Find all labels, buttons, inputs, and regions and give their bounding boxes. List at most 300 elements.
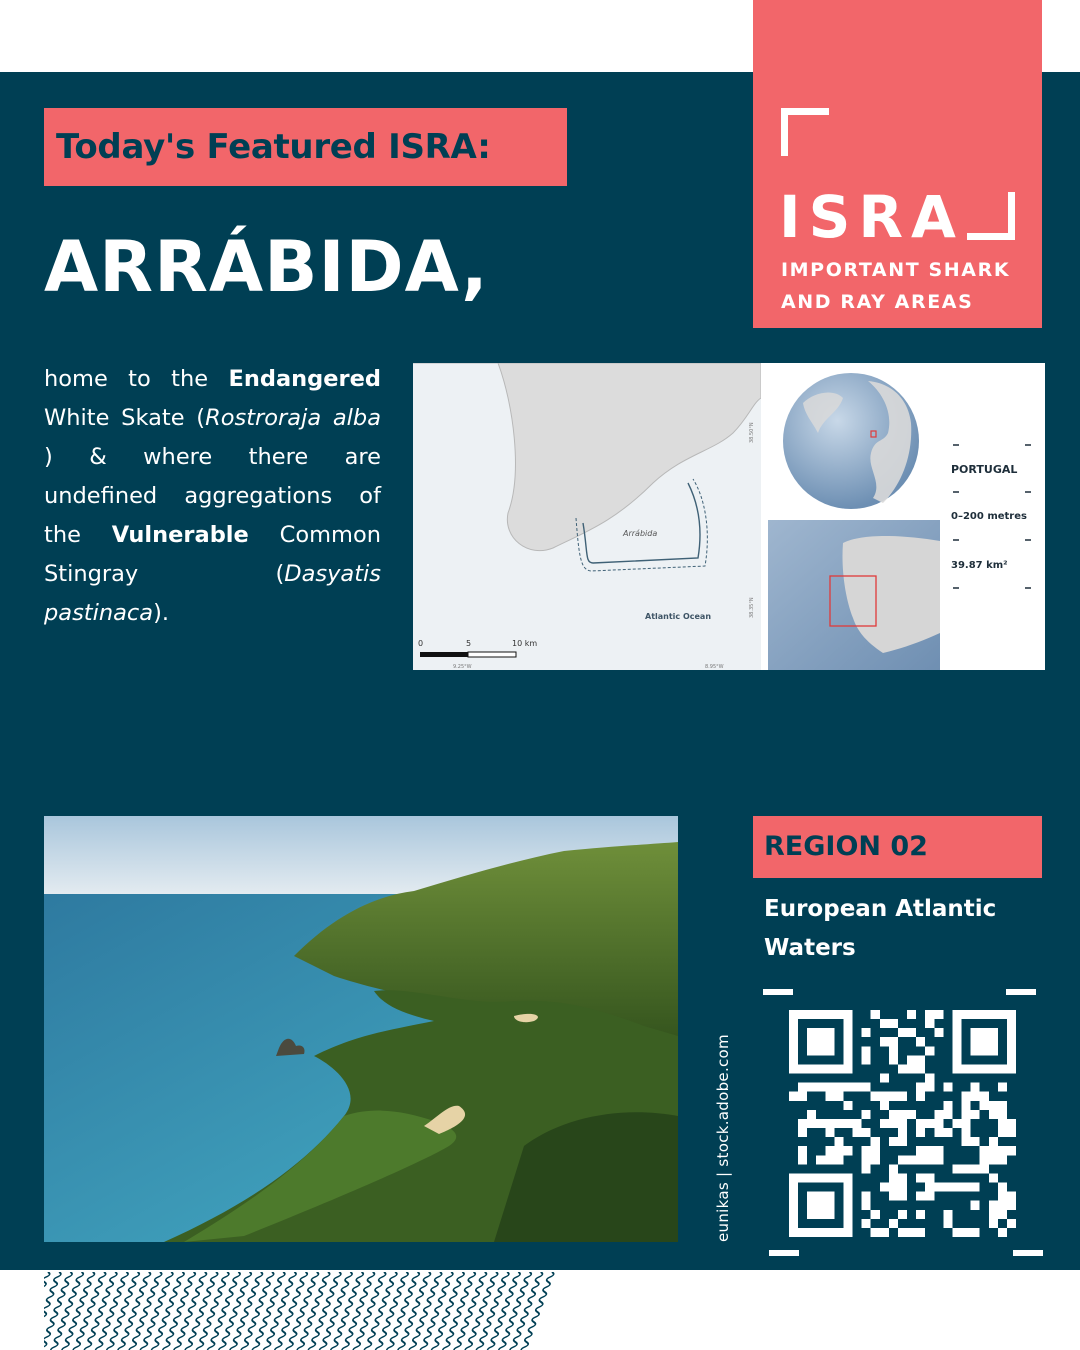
qr-module [916,1192,925,1201]
qr-module [807,1028,816,1037]
qr-module [816,1192,825,1201]
qr-module [889,1037,898,1046]
qr-module [889,1046,898,1055]
qr-module [816,1173,825,1182]
qr-module [943,1183,952,1192]
qr-module [825,1210,834,1219]
qr-module [825,1028,834,1037]
qr-module [825,1146,834,1155]
qr-module [998,1192,1007,1201]
qr-module [798,1173,807,1182]
region-label: REGION 02 [753,816,1042,878]
qr-module [1007,1010,1016,1019]
intro-t1: home to the [44,366,229,392]
qr-module [816,1083,825,1092]
qr-module [798,1083,807,1092]
qr-module [998,1201,1007,1210]
qr-module [898,1028,907,1037]
isra-subtitle-line1: IMPORTANT SHARK [781,259,1011,281]
qr-module [807,1083,816,1092]
qr-module [880,1119,889,1128]
intro-t5: ). [153,600,170,626]
qr-module [843,1201,852,1210]
qr-module [889,1183,898,1192]
qr-module [807,1064,816,1073]
qr-module [862,1128,871,1137]
qr-module [971,1110,980,1119]
qr-module [843,1019,852,1028]
qr-module [843,1210,852,1219]
qr-module [862,1110,871,1119]
status-vulnerable: Vulnerable [111,522,249,548]
qr-module [898,1228,907,1237]
intro-t3: ) & where there are undefined aggregations of the [44,444,381,548]
qr-module [962,1164,971,1173]
qr-module [789,1046,798,1055]
qr-module [898,1173,907,1182]
qr-module [916,1037,925,1046]
qr-module [825,1201,834,1210]
qr-module [898,1183,907,1192]
isra-subtitle [781,254,1010,318]
scale-0: 0 [418,639,424,648]
scale-bar-black [420,652,468,657]
qr-module [998,1228,1007,1237]
qr-module [880,1183,889,1192]
qr-module [989,1173,998,1182]
qr-module [862,1028,871,1037]
qr-module [880,1101,889,1110]
qr-module [971,1092,980,1101]
qr-module [1007,1046,1016,1055]
qr-module [980,1092,989,1101]
qr-module [916,1210,925,1219]
scale-5: 5 [466,639,472,648]
status-endangered: Endangered [228,366,381,392]
qr-module [889,1219,898,1228]
qr-module [925,1146,934,1155]
region-name-line1: European Atlantic [764,896,997,922]
qr-module [843,1219,852,1228]
qr-module [952,1055,961,1064]
qr-module [925,1010,934,1019]
qr-module [952,1019,961,1028]
qr-module [962,1228,971,1237]
qr-module [998,1083,1007,1092]
qr-module [843,1064,852,1073]
qr-module [1007,1055,1016,1064]
qr-module [980,1046,989,1055]
bracket-top-left-icon [781,108,829,156]
qr-module [952,1010,961,1019]
coast-photo-graphic [44,816,678,1242]
qr-module [898,1128,907,1137]
qr-module [952,1046,961,1055]
qr-module [925,1019,934,1028]
qr-module [980,1037,989,1046]
qr-module [789,1037,798,1046]
qr-module [925,1046,934,1055]
map-lon-right: 8.95°W [705,664,724,670]
qr-module [952,1037,961,1046]
qr-module [807,1173,816,1182]
qr-module [952,1028,961,1037]
qr-module [943,1219,952,1228]
qr-module [789,1201,798,1210]
map-graphic [413,363,1045,670]
qr-module [916,1146,925,1155]
qr-module [834,1010,843,1019]
qr-module [807,1010,816,1019]
qr-module [989,1046,998,1055]
qr-module [952,1119,961,1128]
isra-wordmark: ISRA [779,183,964,251]
qr-module [925,1173,934,1182]
qr-module [943,1110,952,1119]
qr-module [916,1173,925,1182]
qr-module [798,1092,807,1101]
qr-module [816,1210,825,1219]
region-name [764,890,1034,968]
qr-module [925,1183,934,1192]
qr-module [916,1128,925,1137]
qr-module [825,1192,834,1201]
qr-module [825,1173,834,1182]
qr-module [1007,1028,1016,1037]
qr-module [843,1101,852,1110]
qr-module [825,1092,834,1101]
qr-module [834,1083,843,1092]
qr-module [807,1046,816,1055]
qr-module [1007,1119,1016,1128]
map-lat-top: 38.50°N [749,422,755,443]
qr-module [862,1046,871,1055]
intro-t2: White Skate ( [44,405,206,431]
qr-module [880,1092,889,1101]
qr-module [925,1083,934,1092]
qr-module [980,1146,989,1155]
qr-module [843,1055,852,1064]
qr-module [898,1119,907,1128]
qr-module [880,1228,889,1237]
isra-logo [753,0,1042,328]
qr-module [916,1083,925,1092]
qr-module [834,1155,843,1164]
qr-module [934,1028,943,1037]
qr-module [916,1064,925,1073]
qr-module [907,1110,916,1119]
qr-module [980,1164,989,1173]
qr-module [907,1010,916,1019]
qr-module [971,1010,980,1019]
qr-module [871,1137,880,1146]
qr-module [1007,1192,1016,1201]
qr-module [825,1128,834,1137]
qr-module [998,1010,1007,1019]
area-map [413,363,1045,670]
qr-module [889,1092,898,1101]
qr-module [862,1219,871,1228]
qr-module [962,1010,971,1019]
qr-module [889,1055,898,1064]
qr-module [989,1110,998,1119]
qr-module [916,1055,925,1064]
qr-module [980,1028,989,1037]
qr-module [907,1155,916,1164]
legend-country: PORTUGAL [951,463,1018,476]
qr-module [1007,1219,1016,1228]
qr-module [789,1183,798,1192]
qr-module [789,1055,798,1064]
qr-module [789,1028,798,1037]
qr-module [971,1183,980,1192]
qr-module [825,1064,834,1073]
qr-module [871,1210,880,1219]
qr-module [962,1092,971,1101]
qr-module [871,1155,880,1164]
qr-corner-top-left [763,989,793,995]
qr-module [898,1110,907,1119]
qr-module [952,1183,961,1192]
qr-module [989,1037,998,1046]
qr-module [898,1155,907,1164]
intro-t4: Common Stingray ( [44,522,381,587]
qr-module [907,1228,916,1237]
qr-module [871,1010,880,1019]
qr-module [889,1173,898,1182]
qr-module [962,1183,971,1192]
qr-module [934,1183,943,1192]
qr-module [889,1137,898,1146]
qr-module [898,1137,907,1146]
qr-module [789,1010,798,1019]
qr-module [816,1010,825,1019]
qr-module [816,1155,825,1164]
qr-module [898,1192,907,1201]
qr-module [980,1155,989,1164]
qr-module [834,1228,843,1237]
qr-module [807,1119,816,1128]
qr-module [834,1173,843,1182]
qr-module [898,1064,907,1073]
qr-module [798,1119,807,1128]
qr-module [989,1155,998,1164]
arrabida-photo [44,816,678,1242]
qr-module [843,1010,852,1019]
qr-module [880,1037,889,1046]
qr-module [862,1201,871,1210]
intro-text [44,360,381,633]
qr-module [962,1064,971,1073]
qr-module [798,1064,807,1073]
qr-module [789,1219,798,1228]
qr-module [853,1083,862,1092]
qr-module [971,1083,980,1092]
qr-module [825,1037,834,1046]
qr-module [952,1228,961,1237]
species-white-skate: Rostroraja alba [205,405,381,431]
qr-module [916,1155,925,1164]
qr-module [807,1201,816,1210]
qr-module [816,1201,825,1210]
wave-pattern-icon [44,1272,564,1350]
qr-module [843,1028,852,1037]
qr-module [807,1192,816,1201]
qr-module [989,1210,998,1219]
qr-module [916,1228,925,1237]
qr-module [943,1101,952,1110]
qr-module [807,1037,816,1046]
qr-module [807,1210,816,1219]
qr-module [789,1092,798,1101]
qr-module [907,1064,916,1073]
qr-module [925,1155,934,1164]
qr-module [1007,1128,1016,1137]
qr-module [816,1028,825,1037]
qr-module [798,1146,807,1155]
qr-module [843,1173,852,1182]
qr-module [989,1146,998,1155]
qr-module [971,1137,980,1146]
qr-module [789,1192,798,1201]
qr-module [971,1028,980,1037]
map-lat-bottom: 38.35°N [749,597,755,618]
qr-module [816,1064,825,1073]
qr-module [825,1046,834,1055]
qr-module [834,1064,843,1073]
qr-module [816,1119,825,1128]
qr-module [843,1119,852,1128]
qr-module [843,1083,852,1092]
site-title: ARRÁBIDA, [44,226,489,308]
qr-module [998,1146,1007,1155]
qr-module [825,1010,834,1019]
qr-module [934,1010,943,1019]
qr-module [934,1128,943,1137]
qr-module [825,1119,834,1128]
qr-module [807,1110,816,1119]
qr-module [1007,1201,1016,1210]
qr-module [789,1019,798,1028]
qr-module [989,1137,998,1146]
qr-module [998,1064,1007,1073]
qr-module [998,1110,1007,1119]
qr-module [989,1028,998,1037]
qr-module [925,1119,934,1128]
qr-module [971,1228,980,1237]
qr-module [980,1101,989,1110]
qr-module [880,1019,889,1028]
qr-module [871,1092,880,1101]
legend-area: 39.87 km² [951,560,1008,571]
bracket-bottom-right-icon [967,192,1015,240]
qr-module [916,1092,925,1101]
qr-module [971,1046,980,1055]
isra-subtitle-line2: AND RAY AREAS [781,291,974,313]
species-common-stingray: Dasyatis pastinaca [44,561,381,626]
qr-module [962,1128,971,1137]
qr-module [834,1119,843,1128]
qr-module [871,1146,880,1155]
qr-module [971,1064,980,1073]
qr-module [962,1119,971,1128]
qr-module [907,1028,916,1037]
qr-module [989,1201,998,1210]
qr-module [1007,1037,1016,1046]
qr-module [943,1210,952,1219]
qr-module [871,1228,880,1237]
qr-module [789,1064,798,1073]
scale-bar-white [468,652,516,657]
qr-corner-bottom-left [769,1250,799,1256]
qr-module [1007,1146,1016,1155]
featured-label: Today's Featured ISRA: [44,108,567,186]
qr-module [1007,1019,1016,1028]
qr-module [807,1228,816,1237]
map-area-label: Arrábida [623,529,658,538]
qr-module [889,1119,898,1128]
qr-module [834,1092,843,1101]
qr-module [798,1155,807,1164]
qr-module [853,1119,862,1128]
qr-module [925,1192,934,1201]
qr-module [825,1155,834,1164]
qr-module [989,1101,998,1110]
qr-module [853,1128,862,1137]
qr-module [825,1083,834,1092]
qr-module [934,1146,943,1155]
qr-module [843,1228,852,1237]
qr-module [862,1146,871,1155]
qr-module [952,1164,961,1173]
qr-module [798,1228,807,1237]
qr-module [889,1192,898,1201]
qr-module [971,1164,980,1173]
qr-module [816,1046,825,1055]
qr-module [989,1010,998,1019]
qr-module [862,1083,871,1092]
qr-module [843,1046,852,1055]
qr-module [1007,1064,1016,1073]
qr-module [998,1119,1007,1128]
qr-module [916,1119,925,1128]
scale-10: 10 km [512,639,538,648]
map-lon-left: 9.25°W [453,664,472,670]
qr-module [962,1110,971,1119]
qr-module [980,1064,989,1073]
qr-module [934,1110,943,1119]
qr-module [962,1101,971,1110]
wave-line [44,1272,73,1350]
qr-module [862,1055,871,1064]
qr-module [789,1228,798,1237]
qr-module [952,1064,961,1073]
qr-module [889,1164,898,1173]
qr-module [843,1037,852,1046]
qr-module [971,1201,980,1210]
qr-module [943,1083,952,1092]
qr-module [789,1173,798,1182]
qr-module [934,1155,943,1164]
qr-module [825,1228,834,1237]
qr-module [798,1128,807,1137]
qr-module [998,1128,1007,1137]
qr-corner-bottom-right [1013,1250,1043,1256]
qr-module [998,1183,1007,1192]
qr-module [834,1137,843,1146]
qr-code-icon[interactable] [789,1010,1016,1237]
qr-module [862,1164,871,1173]
